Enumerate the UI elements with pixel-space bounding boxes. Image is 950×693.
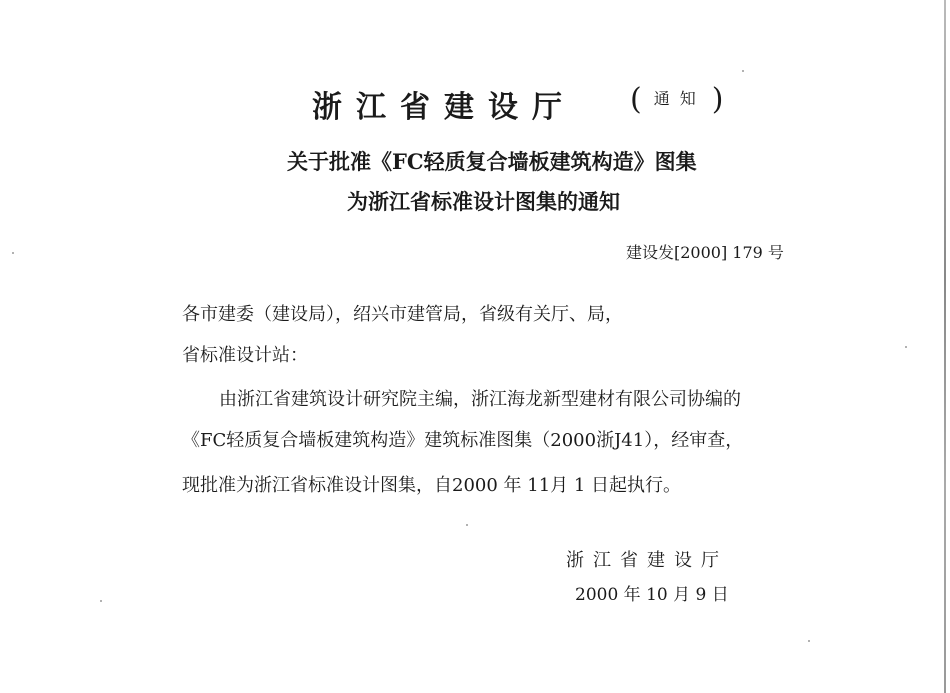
scan-speck bbox=[12, 252, 14, 254]
scan-speck bbox=[905, 346, 907, 348]
document-type-label: 通知 bbox=[653, 89, 706, 108]
body-line-3: 现批准为浙江省标准设计图集，自2000 年 11月 1 日起执行。 bbox=[182, 475, 682, 496]
document-type-close-paren: ) bbox=[711, 82, 724, 117]
scan-speck bbox=[808, 640, 810, 642]
body-line-2: 《FC轻质复合墙板建筑构造》建筑标准图集（2000浙J41），经审查， bbox=[182, 430, 744, 451]
scan-edge-line bbox=[944, 0, 946, 693]
addressee-line-2: 省标准设计站： bbox=[182, 345, 308, 366]
subtitle-line-2: 为浙江省标准设计图集的通知 bbox=[347, 189, 620, 214]
scan-speck bbox=[100, 600, 102, 602]
document-type bbox=[630, 82, 723, 117]
body-line-1: 由浙江省建筑设计研究院主编，浙江海龙新型建材有限公司协编的 bbox=[219, 389, 741, 410]
subtitle-line-1: 关于批准《FC轻质复合墙板建筑构造》图集 bbox=[287, 149, 697, 174]
document-number: 建设发[2000] 179 号 bbox=[626, 243, 784, 262]
document-type-open-paren: ( bbox=[630, 82, 642, 117]
scan-speck bbox=[742, 70, 744, 72]
addressee-line-1: 各市建委（建设局），绍兴市建管局，省级有关厅、局， bbox=[182, 304, 623, 325]
signature-issuer: 浙江省建设厅 bbox=[566, 550, 728, 571]
signature-date: 2000 年 10 月 9 日 bbox=[575, 585, 729, 605]
issuing-department-title: 浙江省建设厅 bbox=[312, 90, 576, 125]
scan-speck bbox=[466, 524, 468, 526]
